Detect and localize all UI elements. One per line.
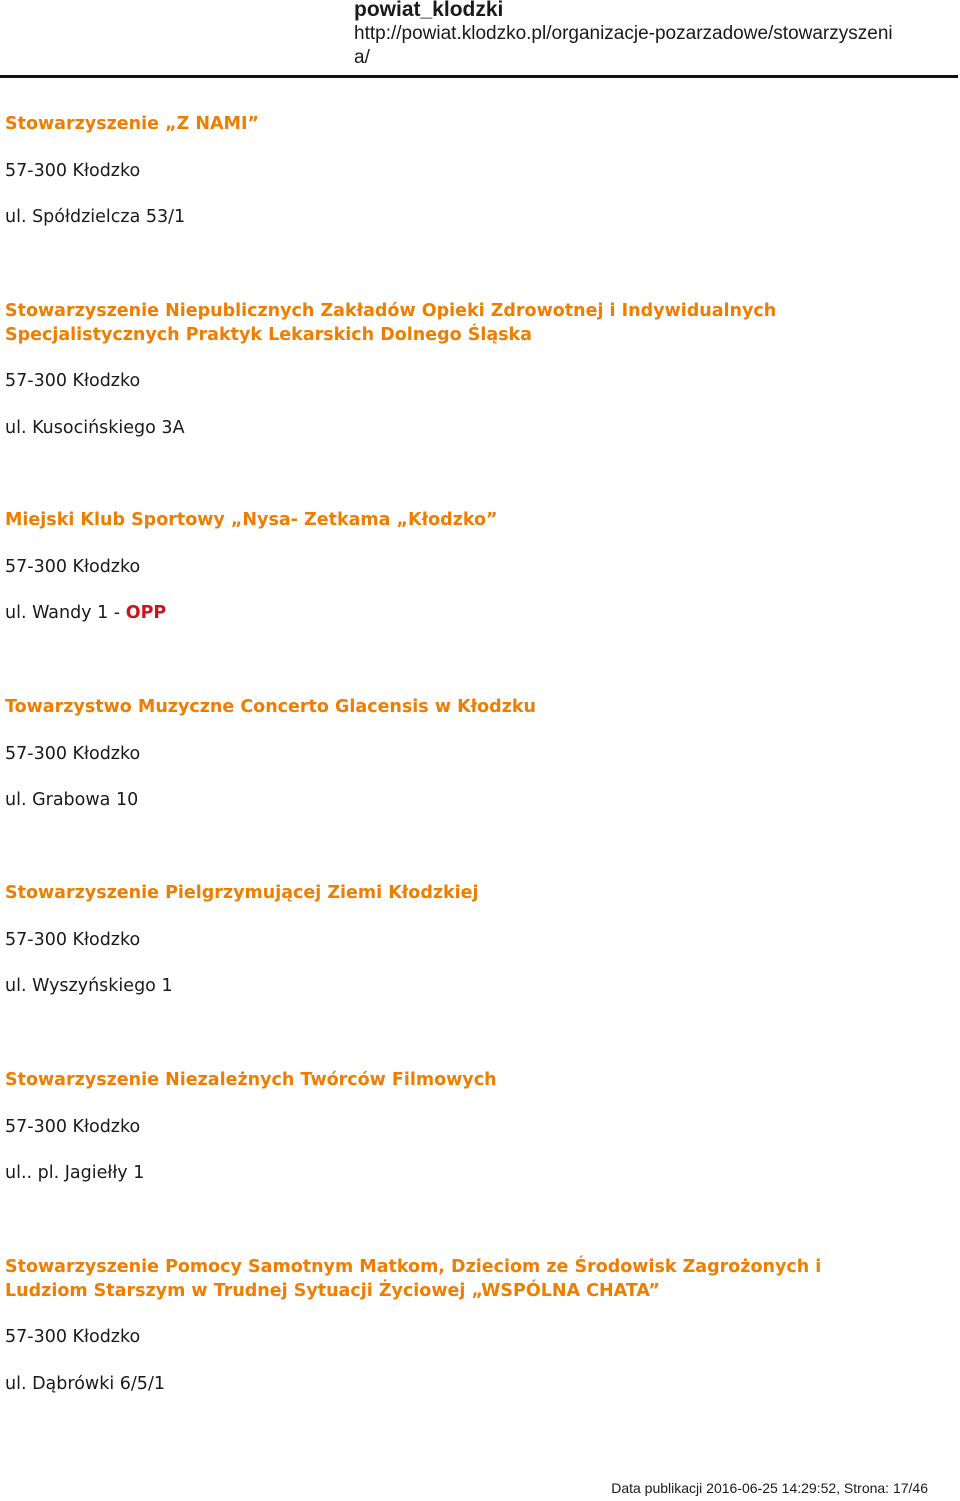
site-name: powiat_klodzki <box>354 0 504 21</box>
organization-name: Stowarzyszenie Niepublicznych Zakładów Opieki Zdrowotnej i Indywidualnych Specjalistycznych Praktyk Lekarskich Dolnego Śląska <box>5 301 777 345</box>
organization-address: ul. Wyszyńskiego 1 <box>5 976 173 996</box>
organization-address: ul. Spółdzielcza 53/1 <box>5 207 186 227</box>
source-url-line-2: a/ <box>354 47 370 68</box>
organization-name: Stowarzyszenie Pomocy Samotnym Matkom, Dzieciom ze Środowisk Zagrożonych i Ludziom Starszym w Trudnej Sytuacji Życiowej „WSPÓLNA CHATA” <box>5 1257 822 1301</box>
organization-city: 57-300 Kłodzko <box>5 1116 141 1137</box>
organization-city: 57-300 Kłodzko <box>5 1327 141 1347</box>
organization-name: Stowarzyszenie Pielgrzymującej Ziemi Kłodzkiej <box>5 883 479 903</box>
header-divider <box>0 75 958 78</box>
organization-name: Miejski Klub Sportowy „Nysa- Zetkama „Kłodzko” <box>5 510 498 530</box>
organization-entry <box>5 1069 905 1186</box>
organization-address: ul. Kusocińskiego 3A <box>5 417 185 438</box>
organization-name: Towarzystwo Muzyczne Concerto Glacensis w Kłodzku <box>5 697 536 717</box>
organization-entry <box>5 1256 905 1396</box>
organization-address: ul. Dąbrówki 6/5/1 <box>5 1373 165 1394</box>
source-url[interactable] <box>354 22 958 70</box>
organization-address <box>5 602 905 626</box>
organization-name: Stowarzyszenie Niezależnych Twórców Filmowych <box>5 1070 497 1090</box>
organization-address: ul. Grabowa 10 <box>5 790 139 810</box>
organization-city: 57-300 Kłodzko <box>5 743 141 764</box>
organization-city: 57-300 Kłodzko <box>5 556 141 577</box>
organization-entry <box>5 300 905 440</box>
organization-city: 57-300 Kłodzko <box>5 160 141 181</box>
organization-entry <box>5 696 905 813</box>
organization-entry <box>5 882 905 999</box>
publication-footer: Data publikacji 2016-06-25 14:29:52, Strona: 17/46 <box>611 1480 928 1496</box>
organization-address: ul.. pl. Jagiełły 1 <box>5 1163 145 1183</box>
organization-name: Stowarzyszenie „Z NAMI” <box>5 114 259 134</box>
organization-city: 57-300 Kłodzko <box>5 929 141 950</box>
organization-address-text: ul. Wandy 1 - <box>5 603 126 623</box>
opp-badge: OPP <box>125 603 167 623</box>
organization-entry <box>5 113 905 230</box>
organization-city: 57-300 Kłodzko <box>5 371 141 391</box>
organization-entry <box>5 509 905 626</box>
page-header <box>354 0 958 70</box>
source-url-line-1: http://powiat.klodzko.pl/organizacje-pozarzadowe/stowarzyszeni <box>354 23 893 44</box>
